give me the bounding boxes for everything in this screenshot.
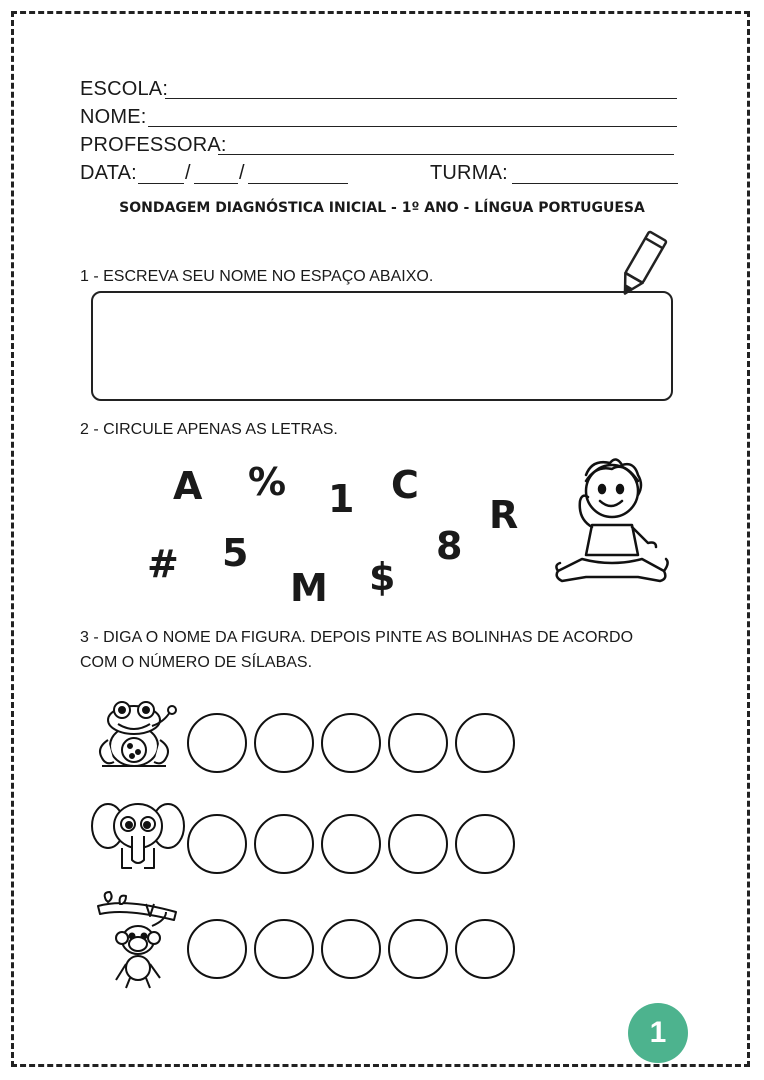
date-label: DATA: [80, 162, 137, 184]
date-separator: / [185, 162, 191, 184]
class-label: TURMA: [430, 162, 508, 184]
name-label: NOME: [80, 106, 147, 128]
boy-icon [552, 455, 672, 590]
syllable-circle[interactable] [455, 814, 515, 874]
question-3-line1: 3 - DIGA O NOME DA FIGURA. DEPOIS PINTE AS BOLINHAS DE ACORDO [80, 629, 634, 646]
symbol-item[interactable]: $ [369, 555, 396, 599]
syllable-circle[interactable] [254, 713, 314, 773]
school-label: ESCOLA: [80, 78, 169, 100]
class-field[interactable] [512, 183, 678, 184]
date-separator: / [239, 162, 245, 184]
syllable-circle[interactable] [455, 713, 515, 773]
symbol-item[interactable]: % [248, 460, 287, 504]
date-year-field[interactable] [248, 183, 348, 184]
symbol-item[interactable]: C [391, 463, 419, 507]
teacher-label: PROFESSORA: [80, 134, 227, 156]
syllable-circle[interactable] [187, 713, 247, 773]
symbol-item[interactable]: A [173, 464, 203, 508]
date-month-field[interactable] [194, 183, 238, 184]
syllable-circle[interactable] [187, 919, 247, 979]
pencil-icon [612, 228, 672, 300]
symbol-item[interactable]: 8 [436, 524, 463, 568]
syllable-circle[interactable] [455, 919, 515, 979]
monkey-icon [96, 890, 180, 990]
symbol-item[interactable]: R [489, 493, 519, 537]
symbol-item[interactable]: # [147, 542, 179, 586]
symbol-item[interactable]: 5 [222, 531, 249, 575]
teacher-field[interactable] [218, 154, 674, 155]
symbol-item[interactable]: 1 [328, 477, 355, 521]
symbol-item[interactable]: M [290, 566, 328, 610]
syllable-circle[interactable] [254, 814, 314, 874]
page-title: SONDAGEM DIAGNÓSTICA INICIAL - 1º ANO - LÍNGUA PORTUGUESA [119, 200, 645, 216]
page-number-badge: 1 [628, 1003, 688, 1063]
syllable-circle[interactable] [388, 919, 448, 979]
syllable-circle[interactable] [254, 919, 314, 979]
syllable-circle[interactable] [321, 713, 381, 773]
frog-icon [92, 700, 182, 772]
syllable-circle[interactable] [321, 919, 381, 979]
question-2: 2 - CIRCULE APENAS AS LETRAS. [80, 421, 338, 438]
date-day-field[interactable] [138, 183, 184, 184]
name-answer-box[interactable] [91, 291, 673, 401]
school-field[interactable] [165, 98, 677, 99]
syllable-circle[interactable] [187, 814, 247, 874]
syllable-circle[interactable] [388, 713, 448, 773]
elephant-icon [90, 796, 186, 872]
syllable-circle[interactable] [321, 814, 381, 874]
syllable-circle[interactable] [388, 814, 448, 874]
name-field[interactable] [148, 126, 677, 127]
question-3-line2: COM O NÚMERO DE SÍLABAS. [80, 654, 313, 671]
question-1: 1 - ESCREVA SEU NOME NO ESPAÇO ABAIXO. [80, 268, 434, 285]
